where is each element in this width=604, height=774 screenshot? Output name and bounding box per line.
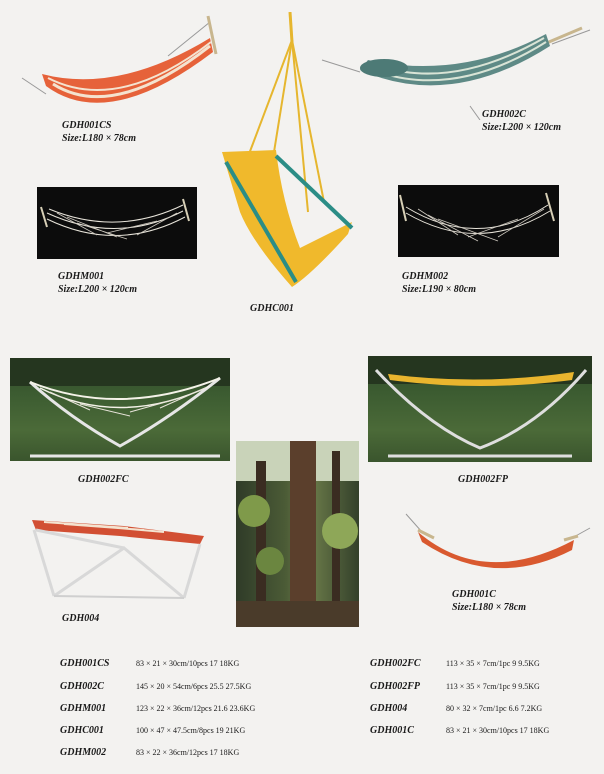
product-code: GDH001C	[452, 589, 496, 600]
spec-code: GDH001CS	[60, 658, 110, 669]
photo-gdhm002	[398, 185, 559, 257]
product-code: GDH001CS	[62, 120, 112, 131]
spec-code: GDH004	[370, 703, 408, 714]
product-size: Size:L190 × 80cm	[402, 284, 477, 295]
spec-row	[60, 703, 255, 714]
product-size: Size:L180 × 78cm	[62, 133, 137, 144]
spec-row	[370, 681, 540, 692]
spec-row	[60, 681, 251, 692]
spec-code: GDH002FC	[370, 658, 421, 669]
spec-row	[60, 747, 239, 758]
spec-code: GDHC001	[60, 725, 104, 736]
product-size: Size:L200 × 120cm	[482, 122, 562, 133]
spec-row	[60, 725, 245, 736]
spec-row	[60, 658, 239, 669]
photo-gdh002fp	[368, 356, 592, 462]
caption-gdh001cs	[62, 119, 136, 145]
photo-gdh004	[24, 508, 214, 600]
spec-code: GDHM001	[60, 703, 107, 714]
spec-dims: 100 × 47 × 47.5cm/8pcs 19 21KG	[136, 726, 246, 735]
spec-dims: 145 × 20 × 54cm/6pcs 25.5 27.5KG	[136, 682, 252, 691]
spec-row	[370, 658, 540, 669]
spec-code: GDH002FP	[370, 681, 420, 692]
product-code: GDHM001	[58, 271, 105, 282]
spec-dims: 83 × 22 × 36cm/12pcs 17 18KG	[136, 748, 240, 757]
photo-gdh002fc	[10, 358, 230, 461]
product-size: Size:L180 × 78cm	[452, 602, 527, 613]
spec-row	[370, 703, 542, 714]
spec-dims: 113 × 35 × 7cm/1pc 9 9.5KG	[446, 659, 540, 668]
caption-gdh001c	[452, 588, 526, 614]
photo-gdh001cs	[18, 14, 223, 124]
caption-gdh002fc	[78, 473, 129, 486]
product-code: GDH002C	[482, 109, 526, 120]
spec-dims: 83 × 21 × 30cm/10pcs 17 18KG	[446, 726, 550, 735]
spec-code: GDH002C	[60, 681, 104, 692]
caption-gdhc001	[250, 302, 294, 315]
spec-code: GDH001C	[370, 725, 414, 736]
product-code: GDH004	[62, 613, 100, 624]
caption-gdhm002	[402, 270, 476, 296]
product-size: Size:L200 × 120cm	[58, 284, 138, 295]
spec-dims: 83 × 21 × 30cm/10pcs 17 18KG	[136, 659, 240, 668]
product-code: GDHC001	[250, 303, 294, 314]
caption-gdh002c	[482, 108, 561, 134]
spec-dims: 80 × 32 × 7cm/1pc 6.6 7.2KG	[446, 704, 543, 713]
photo-gdhc001	[212, 12, 362, 297]
spec-dims: 123 × 22 × 36cm/12pcs 21.6 23.6KG	[136, 704, 256, 713]
product-code: GDH002FC	[78, 474, 129, 485]
spec-dims: 113 × 35 × 7cm/1pc 9 9.5KG	[446, 682, 540, 691]
spec-code: GDHM002	[60, 747, 107, 758]
spec-row	[370, 725, 549, 736]
photo-gdh001c	[404, 510, 592, 586]
caption-gdhm001	[58, 270, 137, 296]
product-code: GDH002FP	[458, 474, 508, 485]
photo-forest	[236, 441, 359, 627]
caption-gdh002fp	[458, 473, 508, 486]
product-code: GDHM002	[402, 271, 449, 282]
photo-gdhm001	[37, 187, 197, 259]
caption-gdh004	[62, 612, 99, 625]
